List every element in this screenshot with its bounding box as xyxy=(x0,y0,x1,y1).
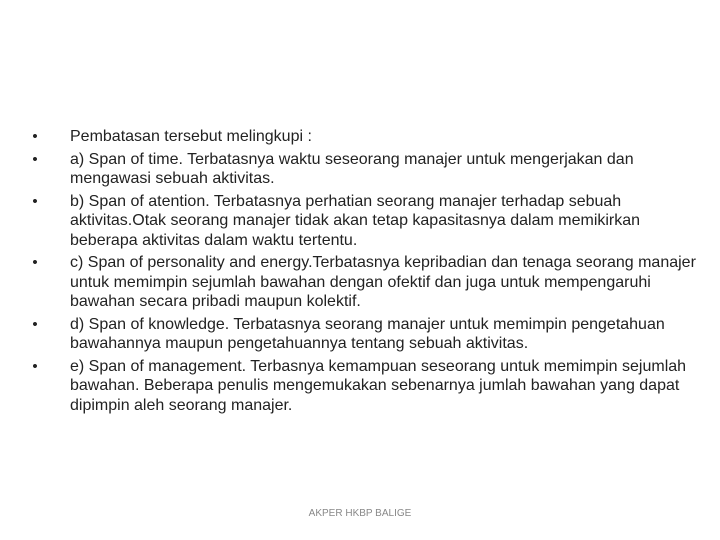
bullet-text: d) Span of knowledge. Terbatasnya seorang manajer untuk memimpin pengetahuan bawahannya maupun pengetahuannya tentang sebuah aktivitas. xyxy=(70,315,665,352)
bullet-icon: • xyxy=(32,357,38,375)
bullet-item-span-of-attention xyxy=(28,192,700,251)
bullet-list xyxy=(28,127,700,418)
bullet-item-span-of-personality xyxy=(28,253,700,312)
bullet-text: c) Span of personality and energy.Terbatasnya kepribadian dan tenaga seorang manajer untuk memimpin sejumlah bawahan dengan ofektif dan juga untuk mempengaruhi bawahan secara pribadi maupun kolektif. xyxy=(70,254,696,310)
bullet-item-span-of-time xyxy=(28,150,700,189)
bullet-text: b) Span of atention. Terbatasnya perhatian seorang manajer terhadap sebuah aktivitas.Otak seorang manajer tidak akan tetap kapasitasnya dalam memikirkan beberapa aktivitas dalam waktu tertentu. xyxy=(70,192,641,249)
bullet-icon: • xyxy=(32,128,38,145)
bullet-icon: • xyxy=(32,254,38,271)
slide-footer: AKPER HKBP BALIGE xyxy=(308,508,412,519)
bullet-text: Pembatasan tersebut melingkupi : xyxy=(70,128,312,145)
bullet-text: e) Span of management. Terbasnya kemampuan seseorang untuk memimpin sejumlah bawahan. Beberapa penulis mengemukakan sebenarnya jumlah bawahan yang dapat dipimpin aleh seorang manajer. xyxy=(70,357,687,414)
bullet-item-intro xyxy=(28,127,700,147)
bullet-icon: • xyxy=(32,150,38,168)
bullet-icon: • xyxy=(32,192,38,210)
bullet-item-span-of-knowledge xyxy=(28,315,700,354)
bullet-item-span-of-management xyxy=(28,357,700,416)
bullet-icon: • xyxy=(32,315,38,333)
bullet-text: a) Span of time. Terbatasnya waktu seseorang manajer untuk mengerjakan dan mengawasi sebuah aktivitas. xyxy=(70,150,634,187)
